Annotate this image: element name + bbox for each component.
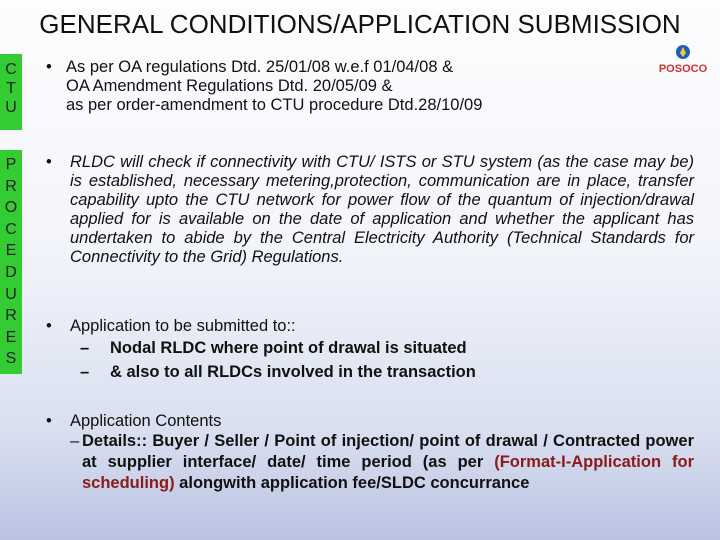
bullet-submission [46,317,686,384]
bullet-icon: • [46,58,52,76]
sidebar-letter: E [5,328,17,346]
dash-icon: – [70,432,80,450]
bullet-text: RLDC will check if connectivity with CTU/ ISTS or STU system (as the case may be) is established, necessary metering,protection, communication are in place, transfer capability upto the CTU network for power flow of the quantum of injection/drawal applied for is available on the date of application and whether the applicant has undertaken to abide by the Central Electricity Authority (Technical Standards for Connectivity to the Grid) Regulations. [70,153,694,266]
sidebar-letter: C [5,61,17,78]
details-text-part3: alongwith application fee/SLDC concurrance [174,474,530,492]
sidebar-letter: T [6,80,16,98]
bullet-text-line: OA Amendment Regulations Dtd. 20/05/09 & [66,77,393,95]
sub-item-body [82,431,694,494]
bullet-application-contents [46,412,694,494]
posoco-logo-icon [650,44,716,84]
bullet-text: Application to be submitted to:: [70,317,296,335]
slide-title: GENERAL CONDITIONS/APPLICATION SUBMISSION [39,9,681,39]
bullet-text-line: As per OA regulations Dtd. 25/01/08 w.e.f 01/04/08 & [66,58,454,76]
sidebar-letter: E [5,242,17,260]
sidebar-letter: R [5,177,17,195]
sidebar-letter: U [5,285,17,303]
details-text-part1: Details:: Buyer / Seller / Point of injection/ point of drawal / Contracted power at supplier interface/ date/ time period (as per [82,432,694,471]
sidebar-procedures [0,150,22,374]
sidebar-letter: R [5,307,17,325]
sub-item-details [70,431,694,494]
bullet-icon: • [46,153,52,171]
sidebar-letter: D [5,263,17,281]
bullet-text-line: as per order-amendment to CTU procedure Dtd.28/10/09 [66,96,483,114]
sidebar-letter: S [5,350,17,368]
sidebar-letter: P [5,156,17,173]
sub-item-nodal-rldc [80,336,686,360]
bullet-icon: • [46,412,52,430]
sidebar-ctu [0,54,22,130]
sidebar-letter: C [5,220,17,238]
bullet-oa-regulations [46,58,646,115]
bullet-rldc-check [46,153,694,266]
bullet-icon: • [46,317,52,335]
format-reference: (Format-I-Application for scheduling) [82,453,694,492]
sub-item-text: & also to all RLDCs involved in the transaction [110,363,476,381]
sidebar-letter: U [5,99,17,117]
bullet-text: Application Contents [70,412,222,430]
sub-item-text: Nodal RLDC where point of drawal is situated [110,339,467,357]
sidebar-letter: O [4,199,18,217]
dash-icon: – [80,363,90,381]
logo-text: POSOCO [658,63,708,75]
dash-icon: – [80,339,90,357]
sub-item-all-rldcs [80,360,686,384]
